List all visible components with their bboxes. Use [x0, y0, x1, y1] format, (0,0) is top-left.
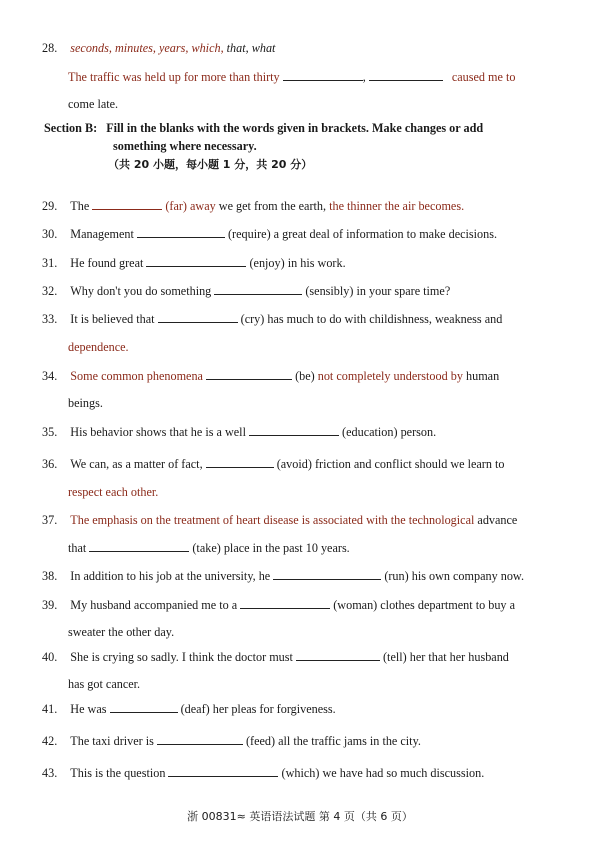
q37-text-a2: advance — [477, 513, 518, 527]
q35-number: 35. — [42, 425, 58, 439]
q39-number: 39. — [42, 598, 58, 612]
q36-line-1 — [42, 457, 505, 472]
q33-number: 33. — [42, 312, 58, 326]
q41-blank[interactable] — [110, 702, 178, 713]
q43-text-b: (which) we have had so much discussion. — [281, 766, 485, 780]
q42-blank[interactable] — [157, 734, 243, 745]
section-b-instruction-2: something where necessary. — [113, 139, 257, 153]
q32-blank[interactable] — [214, 284, 302, 295]
q37-text-c: (take) place in the past 10 years. — [192, 541, 350, 555]
q42-number: 42. — [42, 734, 58, 748]
q34-number: 34. — [42, 369, 58, 383]
q29-line — [42, 199, 464, 214]
q29-hint: (far) away — [165, 199, 216, 213]
q38-number: 38. — [42, 569, 58, 583]
q40-text-b: (tell) her that her husband — [383, 650, 509, 664]
q28-blank-2[interactable] — [369, 70, 443, 81]
q32-text-a: Why don't you do something — [70, 284, 212, 298]
q40-number: 40. — [42, 650, 58, 664]
q28-line-1 — [68, 70, 540, 85]
q35-text-b: (education) person. — [342, 425, 437, 439]
q28-header — [42, 41, 275, 56]
q28-number: 28. — [42, 41, 58, 55]
q33-blank[interactable] — [158, 312, 238, 323]
q40-line-2: has got cancer. — [68, 677, 141, 691]
q40-blank[interactable] — [296, 650, 380, 661]
q35-blank[interactable] — [249, 425, 339, 436]
q33-text-b: (cry) has much to do with childishness, weakness and — [240, 312, 503, 326]
section-b-scoring: （共 20 小题，每小题 1 分，共 20 分） — [108, 158, 313, 171]
q37-text-b: that — [68, 541, 87, 555]
q30-line — [42, 227, 497, 242]
q39-text-b: (woman) clothes department to buy a — [333, 598, 515, 612]
q43-number: 43. — [42, 766, 58, 780]
q36-blank[interactable] — [206, 457, 274, 468]
q36-line-2: respect each other. — [68, 485, 159, 499]
q38-blank[interactable] — [273, 569, 381, 580]
q41-number: 41. — [42, 702, 58, 716]
q31-text-b: (enjoy) in his work. — [249, 256, 346, 270]
q28-text-a: The traffic was held up for more than thirty — [68, 70, 280, 84]
q34-line-2: beings. — [68, 396, 103, 410]
q39-blank[interactable] — [240, 598, 330, 609]
q31-number: 31. — [42, 256, 58, 270]
q34-blank[interactable] — [206, 369, 292, 380]
section-b-label: Section B: — [44, 121, 98, 135]
q36-text-b: (avoid) friction and conflict should we learn to — [276, 457, 505, 471]
q36-text-a: We can, as a matter of fact, — [70, 457, 203, 471]
q39-line-2: sweater the other day. — [68, 625, 175, 639]
q34-text-a: Some common phenomena — [70, 369, 203, 383]
q34-text-c: not completely understood by — [317, 369, 463, 383]
q39-text-a: My husband accompanied me to a — [70, 598, 238, 612]
q31-blank[interactable] — [146, 256, 246, 267]
q37-number: 37. — [42, 513, 58, 527]
q42-text-b: (feed) all the traffic jams in the city. — [245, 734, 421, 748]
q37-line-2 — [68, 541, 350, 556]
q31-line — [42, 256, 346, 271]
q41-line — [42, 702, 336, 717]
q38-line — [42, 569, 524, 584]
q37-line-1 — [42, 513, 517, 528]
q41-text-b: (deaf) her pleas for forgiveness. — [180, 702, 336, 716]
q38-text-b: (run) his own company now. — [384, 569, 524, 583]
q32-number: 32. — [42, 284, 58, 298]
q29-text-c: we get from the earth, — [218, 199, 327, 213]
section-b-heading — [44, 121, 483, 136]
q33-line-2: dependence. — [68, 340, 129, 354]
q35-text-a: His behavior shows that he is a well — [70, 425, 246, 439]
q28-comma: , — [362, 70, 366, 84]
q36-number: 36. — [42, 457, 58, 471]
q28-line-2: come late. — [68, 97, 119, 111]
q43-blank[interactable] — [168, 766, 278, 777]
q40-text-a: She is crying so sadly. I think the doctor must — [70, 650, 293, 664]
q29-blank[interactable] — [92, 199, 162, 210]
q28-word-choices-2: that, what — [226, 41, 276, 55]
q32-line — [42, 284, 450, 299]
q37-text-a: The emphasis on the treatment of heart disease is associated with the technological — [70, 513, 475, 527]
q37-blank[interactable] — [89, 541, 189, 552]
q43-line — [42, 766, 484, 781]
q41-text-a: He was — [70, 702, 107, 716]
q31-text-a: He found great — [70, 256, 144, 270]
q35-line — [42, 425, 436, 440]
q33-line-1 — [42, 312, 502, 327]
section-b-instruction-1: Fill in the blanks with the words given in brackets. Make changes or add — [106, 121, 484, 135]
q30-text-a: Management — [70, 227, 134, 241]
q40-line-1 — [42, 650, 509, 665]
q42-line — [42, 734, 421, 749]
q29-text-a: The — [70, 199, 90, 213]
q38-text-a: In addition to his job at the university, he — [70, 569, 271, 583]
q42-text-a: The taxi driver is — [70, 734, 154, 748]
q43-text-a: This is the question — [70, 766, 166, 780]
q29-number: 29. — [42, 199, 58, 213]
q34-hint: (be) — [295, 369, 315, 383]
q29-text-d: the thinner the air becomes. — [329, 199, 465, 213]
q39-line-1 — [42, 598, 515, 613]
q30-number: 30. — [42, 227, 58, 241]
q30-blank[interactable] — [137, 227, 225, 238]
q28-text-c: caused me to — [451, 70, 516, 84]
q34-line-1 — [42, 369, 499, 384]
q32-text-b: (sensibly) in your spare time? — [305, 284, 451, 298]
q34-text-d: human — [466, 369, 500, 383]
page-footer: 浙 00831≈ 英语语法试题 第 4 页（共 6 页） — [187, 810, 413, 823]
q28-word-choices: seconds, minutes, years, which, — [70, 41, 224, 55]
q30-text-b: (require) a great deal of information to make decisions. — [228, 227, 498, 241]
q33-text-a: It is believed that — [70, 312, 155, 326]
q28-blank-1[interactable] — [283, 70, 363, 81]
